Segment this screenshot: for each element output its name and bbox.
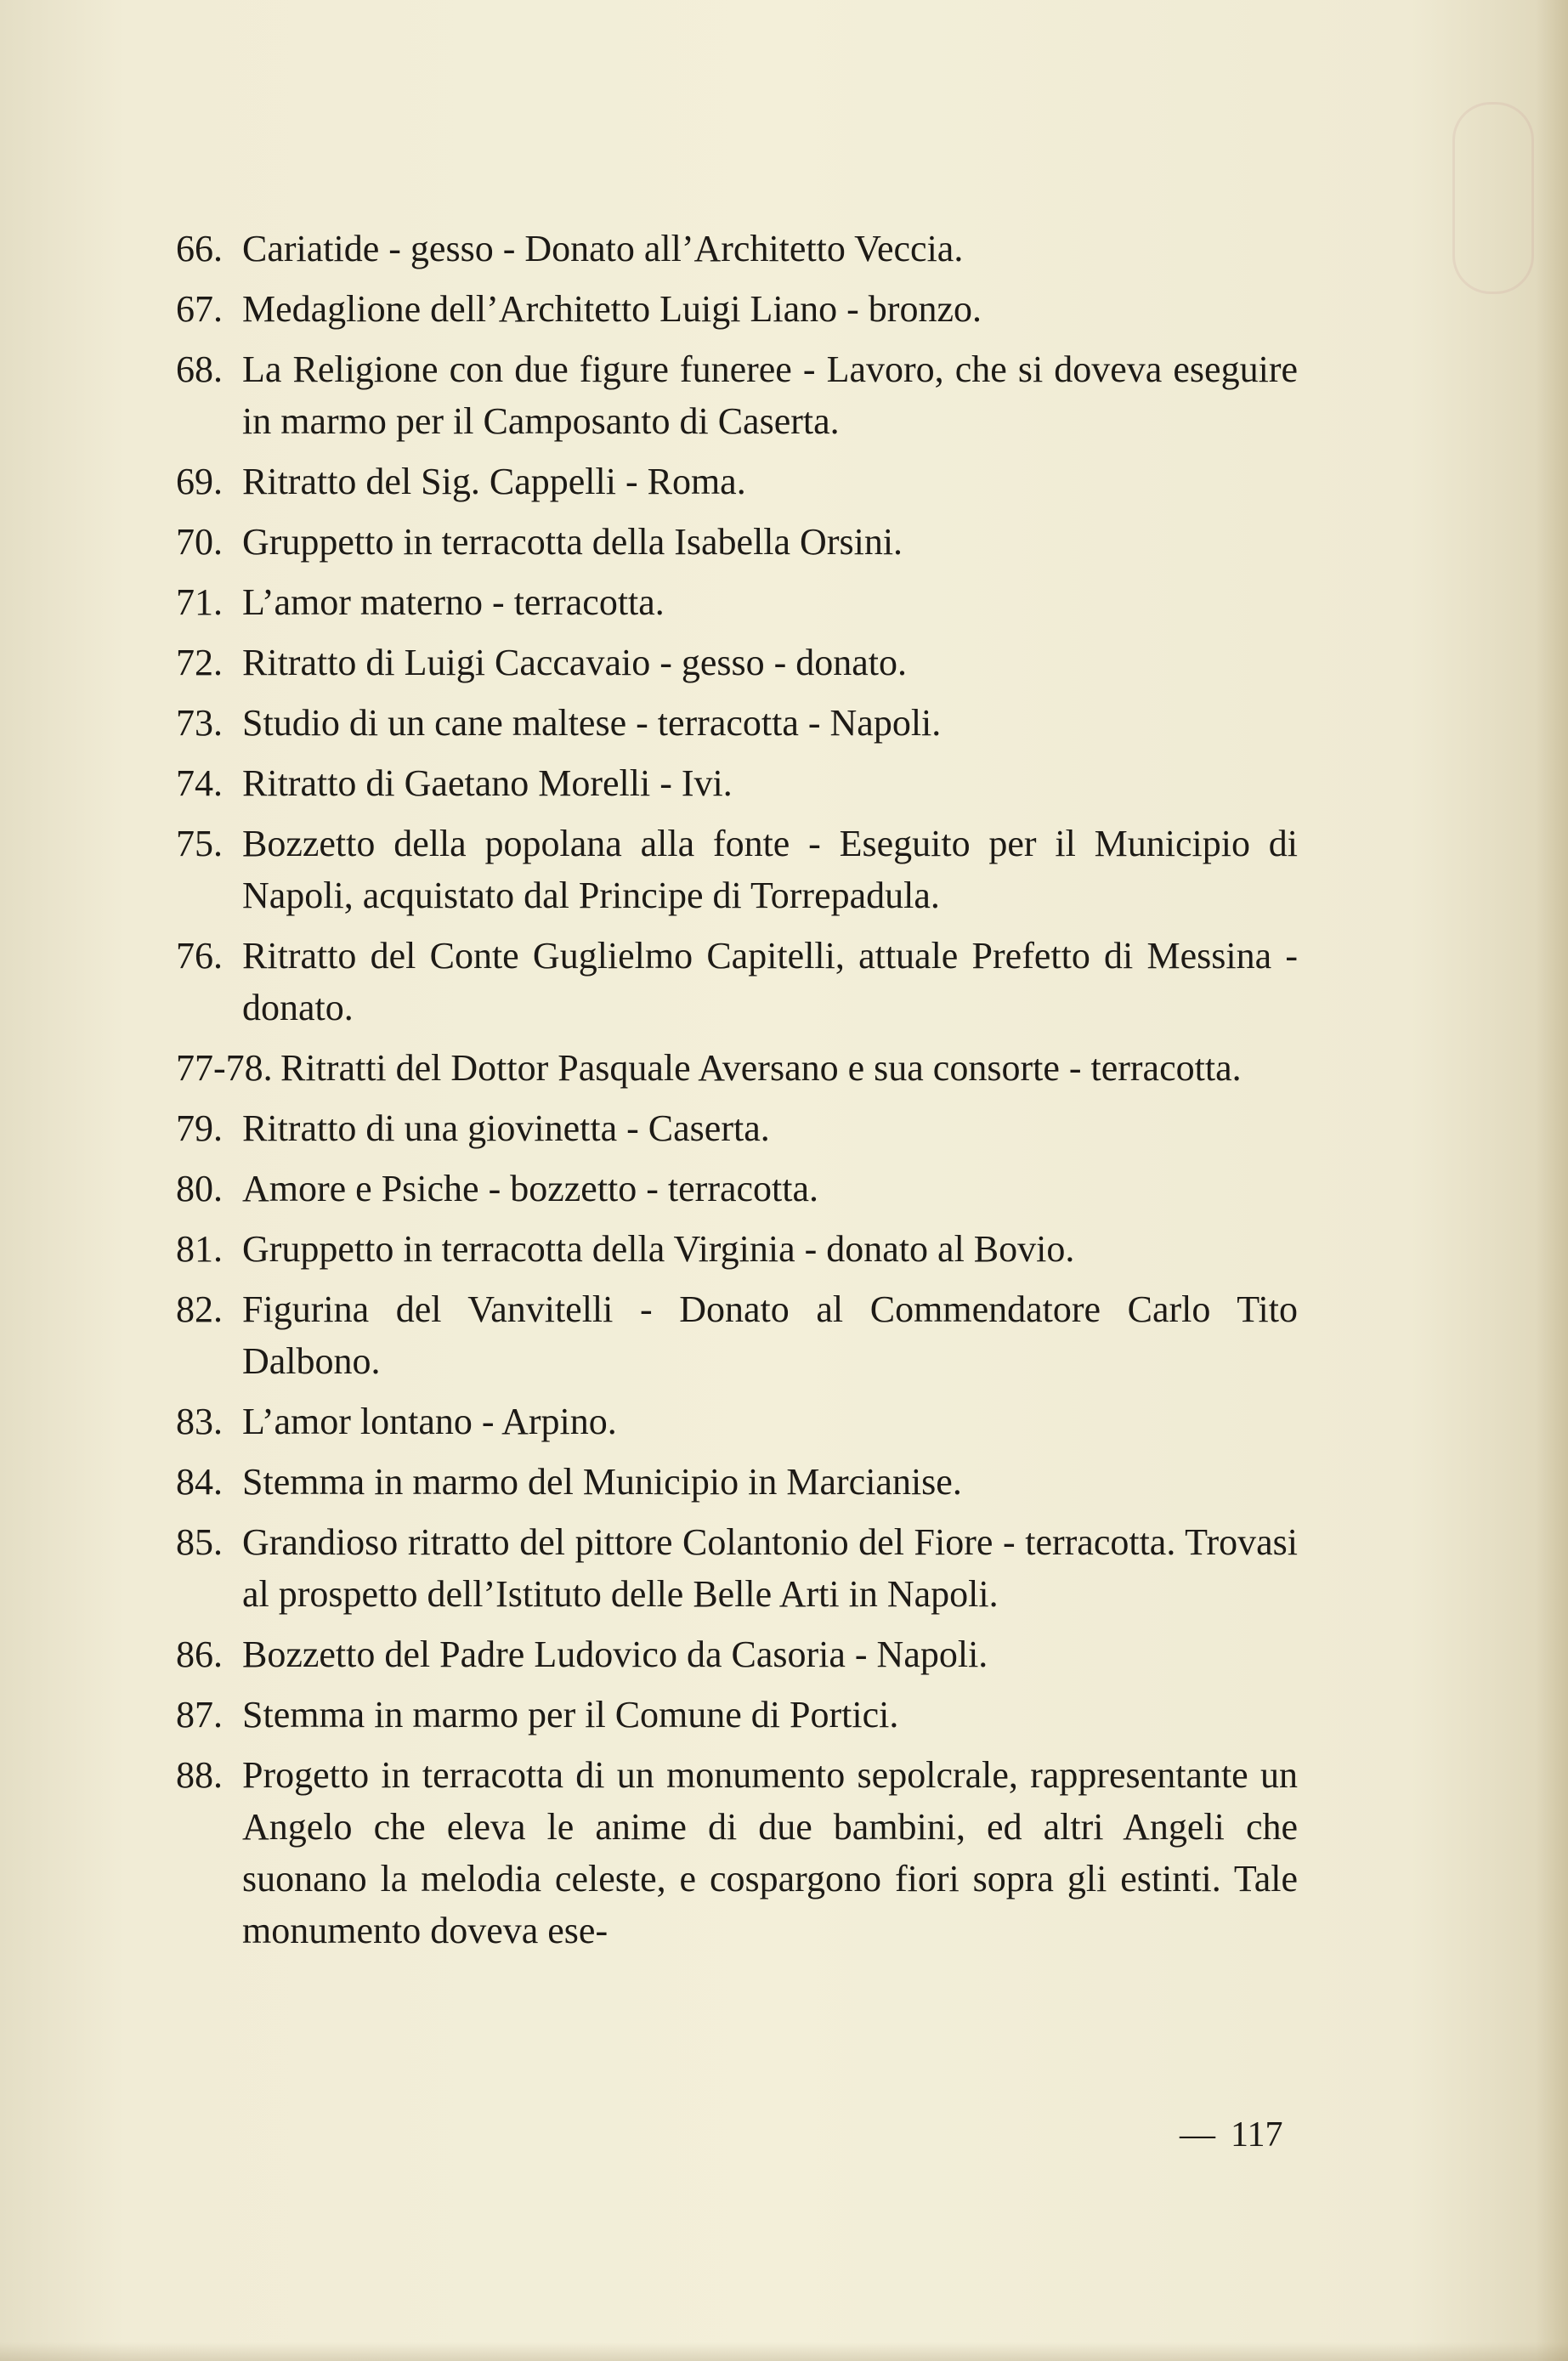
list-item (176, 1163, 1298, 1214)
list-item (176, 516, 1298, 568)
list-item (176, 223, 1298, 275)
list-item (176, 930, 1298, 1033)
item-number: 66. (176, 228, 223, 269)
list-item (176, 1396, 1298, 1447)
bleed-through-mark (1452, 102, 1534, 294)
list-item (176, 1689, 1298, 1741)
item-number: 75. (176, 823, 223, 864)
list-item (176, 343, 1298, 447)
list-item (176, 1102, 1298, 1154)
list-item (176, 1223, 1298, 1275)
list-item (176, 1283, 1298, 1387)
item-text: Bozzetto della popolana alla fonte - Eseguito per il Municipio di Napoli, acquistato dal Principe di Torrepadula. (242, 823, 1298, 916)
item-number: 77-78. (176, 1047, 273, 1089)
item-text: Progetto in terracotta di un monumento sepolcrale, rappresentante un Angelo che eleva le anime di due bambini, ed altri Angeli che suonano la melodia celeste, e cospargono fiori sopra gli estinti. Tale monumento doveva ese- (242, 1754, 1298, 1951)
item-number: 88. (176, 1754, 223, 1796)
page-edge-shadow (1536, 0, 1568, 2361)
item-number: 87. (176, 1694, 223, 1735)
item-text: Ritratto di Gaetano Morelli - Ivi. (242, 762, 733, 804)
item-text: Ritratto di una giovinetta - Caserta. (242, 1107, 770, 1149)
item-text: Cariatide - gesso - Donato all’Architetto Veccia. (242, 228, 964, 269)
list-item (176, 576, 1298, 628)
item-number: 71. (176, 581, 223, 623)
page-bottom-shadow (0, 2342, 1568, 2361)
item-text: Stemma in marmo per il Comune di Portici. (242, 1694, 899, 1735)
list-item (176, 1042, 1298, 1094)
list-item (176, 1749, 1298, 1956)
item-text: Figurina del Vanvitelli - Donato al Commendatore Carlo Tito Dalbono. (242, 1288, 1298, 1382)
item-number: 74. (176, 762, 223, 804)
catalog-list (176, 223, 1298, 1965)
item-number: 72. (176, 642, 223, 683)
item-number: 70. (176, 521, 223, 563)
item-text: L’amor lontano - Arpino. (242, 1401, 617, 1442)
item-number: 82. (176, 1288, 223, 1330)
item-text: L’amor materno - terracotta. (242, 581, 665, 623)
item-text: Studio di un cane maltese - terracotta - Napoli. (242, 702, 942, 744)
item-number: 68. (176, 348, 223, 390)
item-number: 84. (176, 1461, 223, 1503)
item-text: La Religione con due figure funeree - Lavoro, che si doveva eseguire in marmo per il Camposanto di Caserta. (242, 348, 1298, 442)
list-item (176, 1628, 1298, 1680)
item-number: 81. (176, 1228, 223, 1270)
list-item (176, 697, 1298, 749)
item-number: 69. (176, 461, 223, 502)
item-text: Ritratto di Luigi Caccavaio - gesso - donato. (242, 642, 908, 683)
list-item (176, 757, 1298, 809)
item-number: 76. (176, 935, 223, 977)
item-number: 86. (176, 1633, 223, 1675)
item-number: 79. (176, 1107, 223, 1149)
item-text: Stemma in marmo del Municipio in Marcianise. (242, 1461, 962, 1503)
item-number: 73. (176, 702, 223, 744)
item-text: Ritratti del Dottor Pasquale Aversano e sua consorte - terracotta. (280, 1047, 1242, 1089)
item-text: Grandioso ritratto del pittore Colantonio del Fiore - terracotta. Trovasi al prospetto dell’Istituto delle Belle Arti in Napoli. (242, 1521, 1298, 1615)
item-number: 83. (176, 1401, 223, 1442)
item-text: Gruppetto in terracotta della Isabella Orsini. (242, 521, 903, 563)
list-item (176, 456, 1298, 507)
item-text: Bozzetto del Padre Ludovico da Casoria - Napoli. (242, 1633, 988, 1675)
page-footer (1180, 2115, 1282, 2155)
list-item (176, 1516, 1298, 1620)
item-number: 80. (176, 1168, 223, 1209)
item-text: Ritratto del Sig. Cappelli - Roma. (242, 461, 746, 502)
list-item (176, 637, 1298, 688)
item-text: Amore e Psiche - bozzetto - terracotta. (242, 1168, 819, 1209)
item-number: 85. (176, 1521, 223, 1563)
list-item (176, 283, 1298, 335)
footer-dash: — (1180, 2115, 1215, 2154)
list-item (176, 818, 1298, 921)
page-number: 117 (1231, 2115, 1283, 2154)
item-text: Ritratto del Conte Guglielmo Capitelli, attuale Prefetto di Messina - donato. (242, 935, 1298, 1028)
list-item (176, 1456, 1298, 1508)
item-text: Gruppetto in terracotta della Virginia - donato al Bovio. (242, 1228, 1075, 1270)
item-number: 67. (176, 288, 223, 330)
item-text: Medaglione dell’Architetto Luigi Liano - bronzo. (242, 288, 982, 330)
